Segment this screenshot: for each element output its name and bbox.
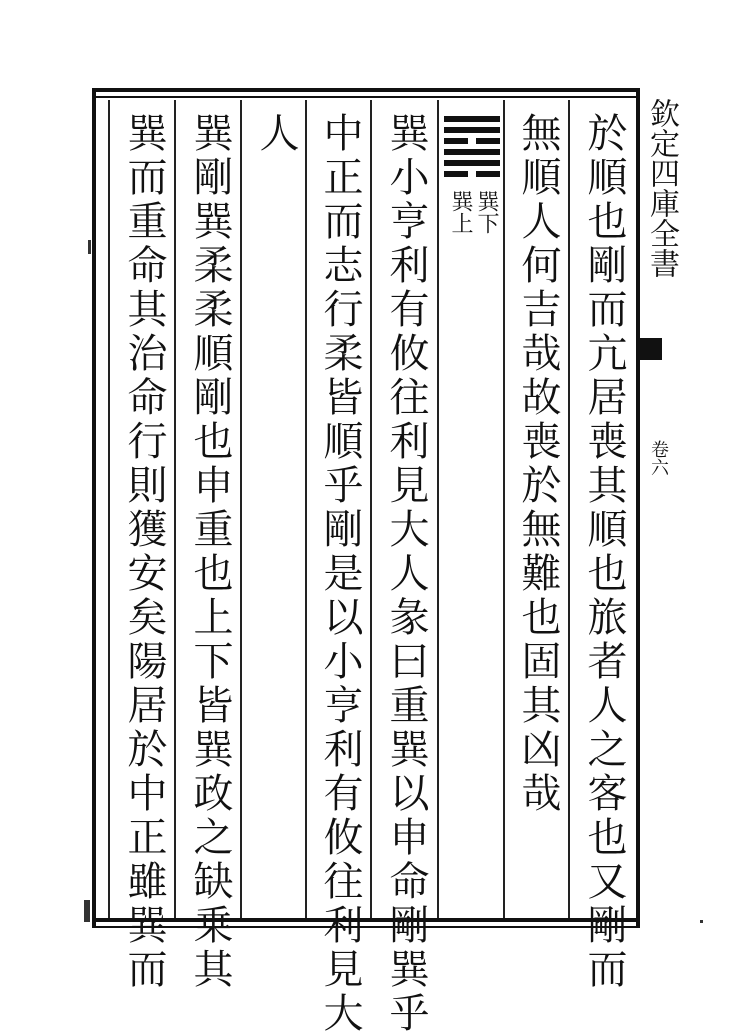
column-rule bbox=[503, 100, 505, 918]
trigram-labels bbox=[446, 190, 502, 260]
text-column-5: 人 bbox=[253, 112, 299, 156]
volume-label: 卷六 bbox=[648, 440, 669, 476]
text-column-2: 無順人何吉哉故喪於無難也固其凶哉 bbox=[515, 112, 561, 816]
frame-bottom-border bbox=[92, 918, 640, 922]
text-column-7: 巽而重命其治命行則獲安矣陽居於中正雖巽而 bbox=[121, 112, 167, 992]
frame-bottom-inner-border bbox=[92, 926, 640, 928]
frame-left-border bbox=[92, 88, 96, 928]
hexagram-symbol bbox=[444, 116, 500, 182]
scan-speck bbox=[700, 920, 703, 923]
text-column-6: 巽剛巽柔柔順剛也申重也上下皆巽政之缺乗其 bbox=[187, 112, 233, 992]
lower-trigram-label: 巽下 bbox=[474, 190, 499, 234]
upper-trigram-label: 巽上 bbox=[448, 190, 473, 234]
text-column-1: 於順也剛而亢居喪其順也旅者人之客也又剛而 bbox=[581, 112, 627, 992]
frame-top-border bbox=[92, 88, 640, 92]
fish-tail-mark bbox=[640, 338, 662, 360]
column-rule bbox=[437, 100, 439, 918]
text-column-3: 巽小亨利有攸往利見大人彖曰重巽以申命剛巽乎 bbox=[383, 112, 429, 1036]
book-title-margin: 欽定四庫全書 bbox=[644, 98, 679, 278]
column-rule bbox=[108, 100, 110, 918]
column-rule bbox=[240, 100, 242, 918]
column-rule bbox=[370, 100, 372, 918]
scan-speck bbox=[88, 240, 91, 254]
column-rule bbox=[174, 100, 176, 918]
frame-right-border bbox=[636, 88, 640, 928]
frame-top-inner-border bbox=[92, 96, 640, 98]
scan-speck bbox=[84, 900, 90, 922]
column-rule bbox=[568, 100, 570, 918]
text-column-4: 中正而志行柔皆順乎剛是以小亨利有攸往利見大 bbox=[317, 112, 363, 1036]
column-rule bbox=[305, 100, 307, 918]
